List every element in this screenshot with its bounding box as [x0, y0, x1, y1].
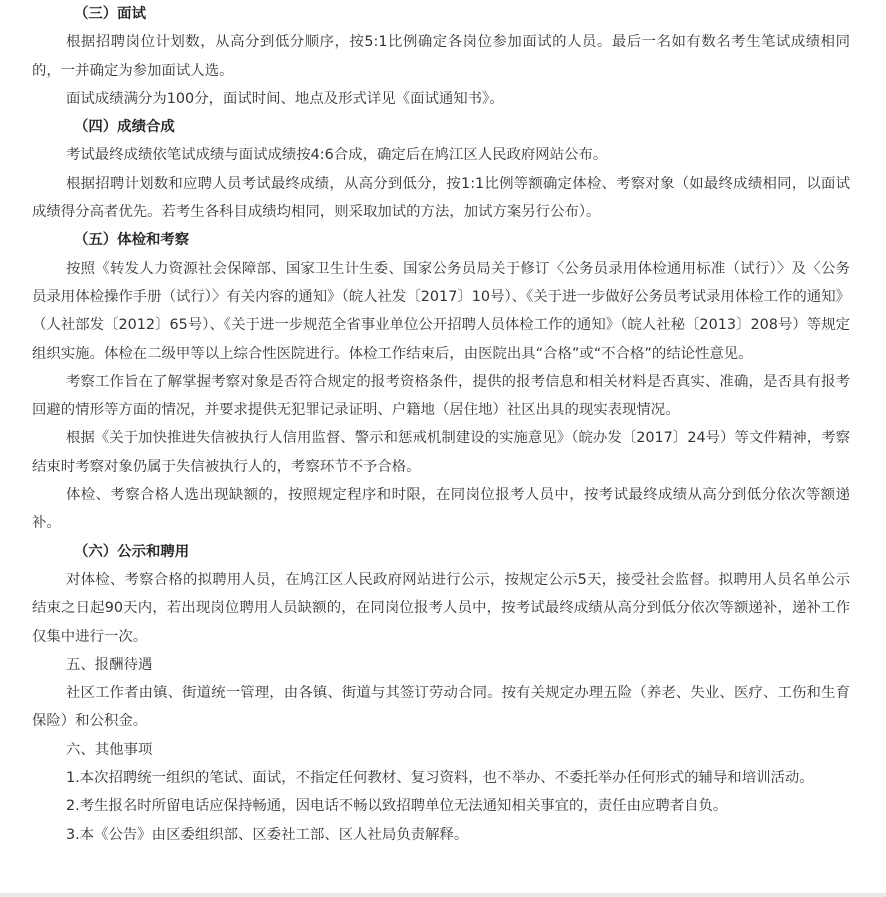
chapter-title: 五、报酬待遇	[66, 656, 153, 673]
paragraph: 按照《转发人力资源社会保障部、国家卫生计生委、国家公务员局关于修订〈公务员录用体检通用标准（试行）〉及〈公务员录用体检操作手册（试行）〉有关内容的通知》（皖人社发〔2017〕10号）、《关于进一步做好公务员考试录用体检工作的通知》（人社部发〔2012〕65号）、《关于进一步规范全省事业单位公开招聘人员体检工作的通知》（皖人社秘〔2013〕208号）等规定组织实施。体检在二级甲等以上综合性医院进行。体检工作结束后，由医院出具“合格”或“不合格”的结论性意见。	[32, 260, 850, 362]
document-body	[32, 0, 850, 849]
paragraph: 3.本《公告》由区委组织部、区委社工部、区人社局负责解释。	[66, 826, 469, 843]
chapter-title: 六、其他事项	[66, 741, 153, 758]
paragraph: 考察工作旨在了解掌握考察对象是否符合规定的报考资格条件，提供的报考信息和相关材料是否真实、准确，是否具有报考回避的情形等方面的情况，并要求提供无犯罪记录证明、户籍地（居住地）社区出具的现实表现情况。	[32, 373, 850, 419]
paragraph: 根据招聘岗位计划数，从高分到低分顺序，按5:1比例确定各岗位参加面试的人员。最后一名如有数名考生笔试成绩相同的，一并确定为参加面试人选。	[32, 34, 850, 79]
section-heading: （四）成绩合成	[74, 119, 175, 136]
paragraph: 根据招聘计划数和应聘人员考试最终成绩，从高分到低分，按1:1比例等额确定体检、考察对象（如最终成绩相同，以面试成绩得分高者优先。若考生各科目成绩均相同，则采取加试的方法，加试方案另行公布）。	[32, 175, 850, 221]
section-heading: （六）公示和聘用	[74, 543, 190, 560]
section-heading: （五）体检和考察	[74, 232, 190, 249]
paragraph: 面试成绩满分为100分，面试时间、地点及形式详见《面试通知书》。	[66, 90, 504, 107]
paragraph: 考试最终成绩依笔试成绩与面试成绩按4:6合成，确定后在鸠江区人民政府网站公布。	[66, 147, 608, 164]
paragraph: 1.本次招聘统一组织的笔试、面试，不指定任何教材、复习资料，也不举办、不委托举办任何形式的辅导和培训活动。	[66, 770, 814, 787]
section-heading: （三）面试	[74, 6, 146, 22]
paragraph: 2.考生报名时所留电话应保持畅通，因电话不畅以致招聘单位无法通知相关事宜的，责任由应聘者自负。	[66, 798, 728, 815]
paragraph: 根据《关于加快推进失信被执行人信用监督、警示和惩戒机制建设的实施意见》（皖办发〔2017〕24号）等文件精神，考察结束时考察对象仍属于失信被执行人的，考察环节不予合格。	[32, 430, 850, 475]
paragraph: 社区工作者由镇、街道统一管理，由各镇、街道与其签订劳动合同。按有关规定办理五险（养老、失业、医疗、工伤和生育保险）和公积金。	[32, 685, 850, 730]
paragraph: 体检、考察合格人选出现缺额的，按照规定程序和时限，在同岗位报考人员中，按考试最终成绩从高分到低分依次等额递补。	[32, 487, 850, 532]
bottom-scroll-edge	[0, 893, 886, 897]
paragraph: 对体检、考察合格的拟聘用人员，在鸠江区人民政府网站进行公示，按规定公示5天，接受社会监督。拟聘用人员名单公示结束之日起90天内，若出现岗位聘用人员缺额的，在同岗位报考人员中，按考试最终成绩从高分到低分依次等额递补，递补工作仅集中进行一次。	[32, 571, 850, 645]
